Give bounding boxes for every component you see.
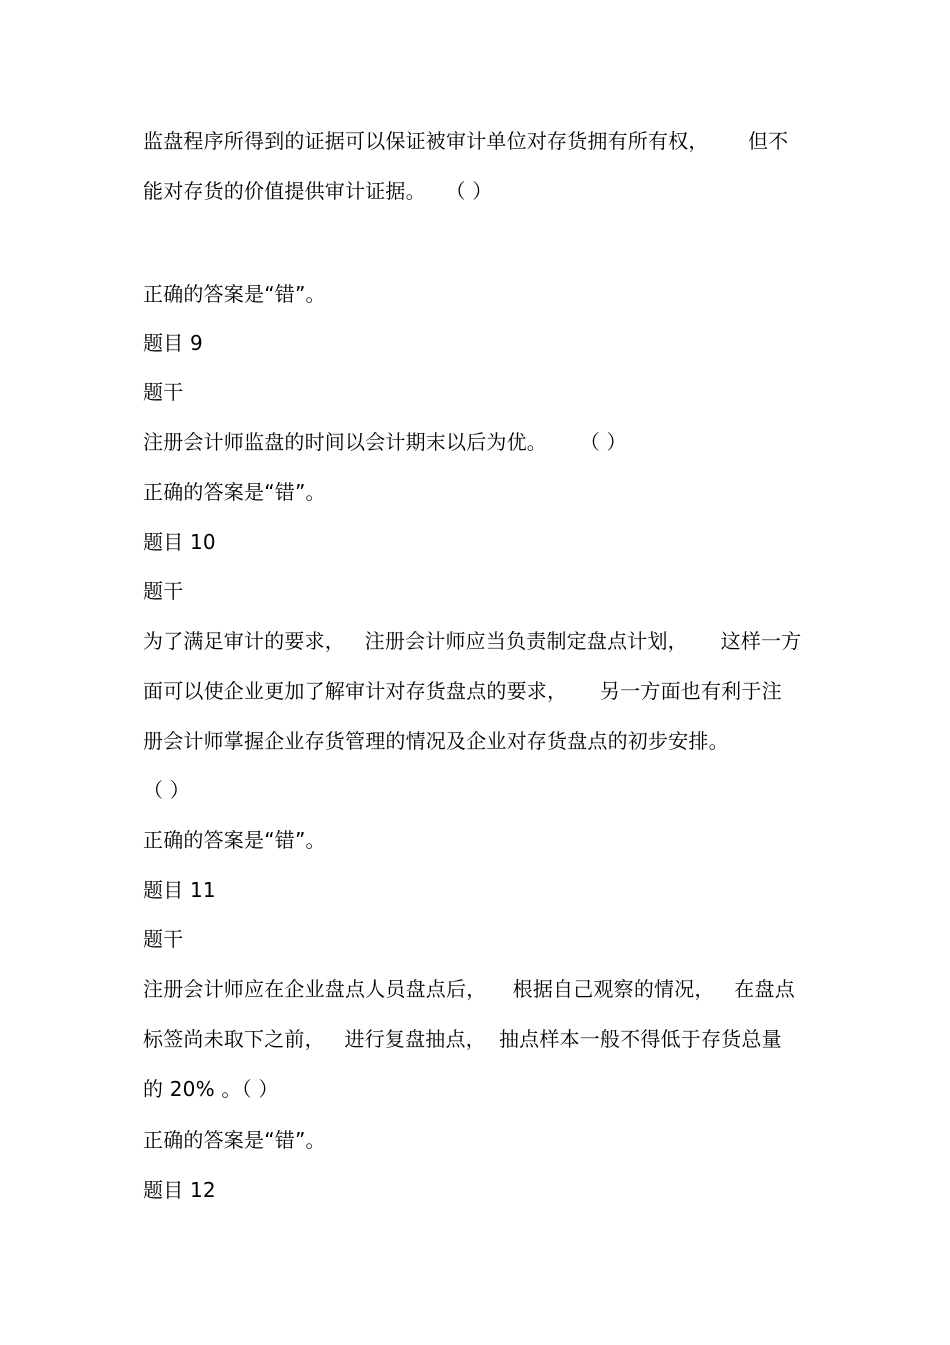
question-9-title: 题目 9 [143,331,203,355]
question-10-stem-line-4: （ ） [143,778,190,802]
question-12-title: 题目 12 [143,1178,216,1202]
question-10-stem-line-2: 面可以使企业更加了解审计对存货盘点的要求， 另一方面也有利于注 [143,679,782,703]
question-11-stem-line-3: 的 20% 。（ ） [143,1077,279,1101]
question-8-stem-line-2: 能对存货的价值提供审计证据。 （ ） [143,179,493,203]
question-11-answer: 正确的答案是“错”。 [143,1128,326,1152]
question-9-stem: 注册会计师监盘的时间以会计期末以后为优。 （ ） [143,430,627,454]
question-11-stem-label: 题干 [143,927,184,951]
question-9-stem-label: 题干 [143,380,184,404]
question-10-stem-line-1: 为了满足审计的要求， 注册会计师应当负责制定盘点计划， 这样一方 [143,629,802,653]
question-10-stem-line-3: 册会计师掌握企业存货管理的情况及企业对存货盘点的初步安排。 [143,729,729,753]
question-10-answer: 正确的答案是“错”。 [143,828,326,852]
question-8-stem-line-1: 监盘程序所得到的证据可以保证被审计单位对存货拥有所有权， 但不 [143,129,789,153]
question-9-answer: 正确的答案是“错”。 [143,480,326,504]
question-11-stem-line-1: 注册会计师应在企业盘点人员盘点后， 根据自己观察的情况， 在盘点 [143,977,795,1001]
question-8-answer: 正确的答案是“错”。 [143,282,326,306]
question-10-stem-label: 题干 [143,579,184,603]
question-11-stem-line-2: 标签尚未取下之前， 进行复盘抽点， 抽点样本一般不得低于存货总量 [143,1027,782,1051]
question-11-title: 题目 11 [143,878,216,902]
question-10-title: 题目 10 [143,530,216,554]
